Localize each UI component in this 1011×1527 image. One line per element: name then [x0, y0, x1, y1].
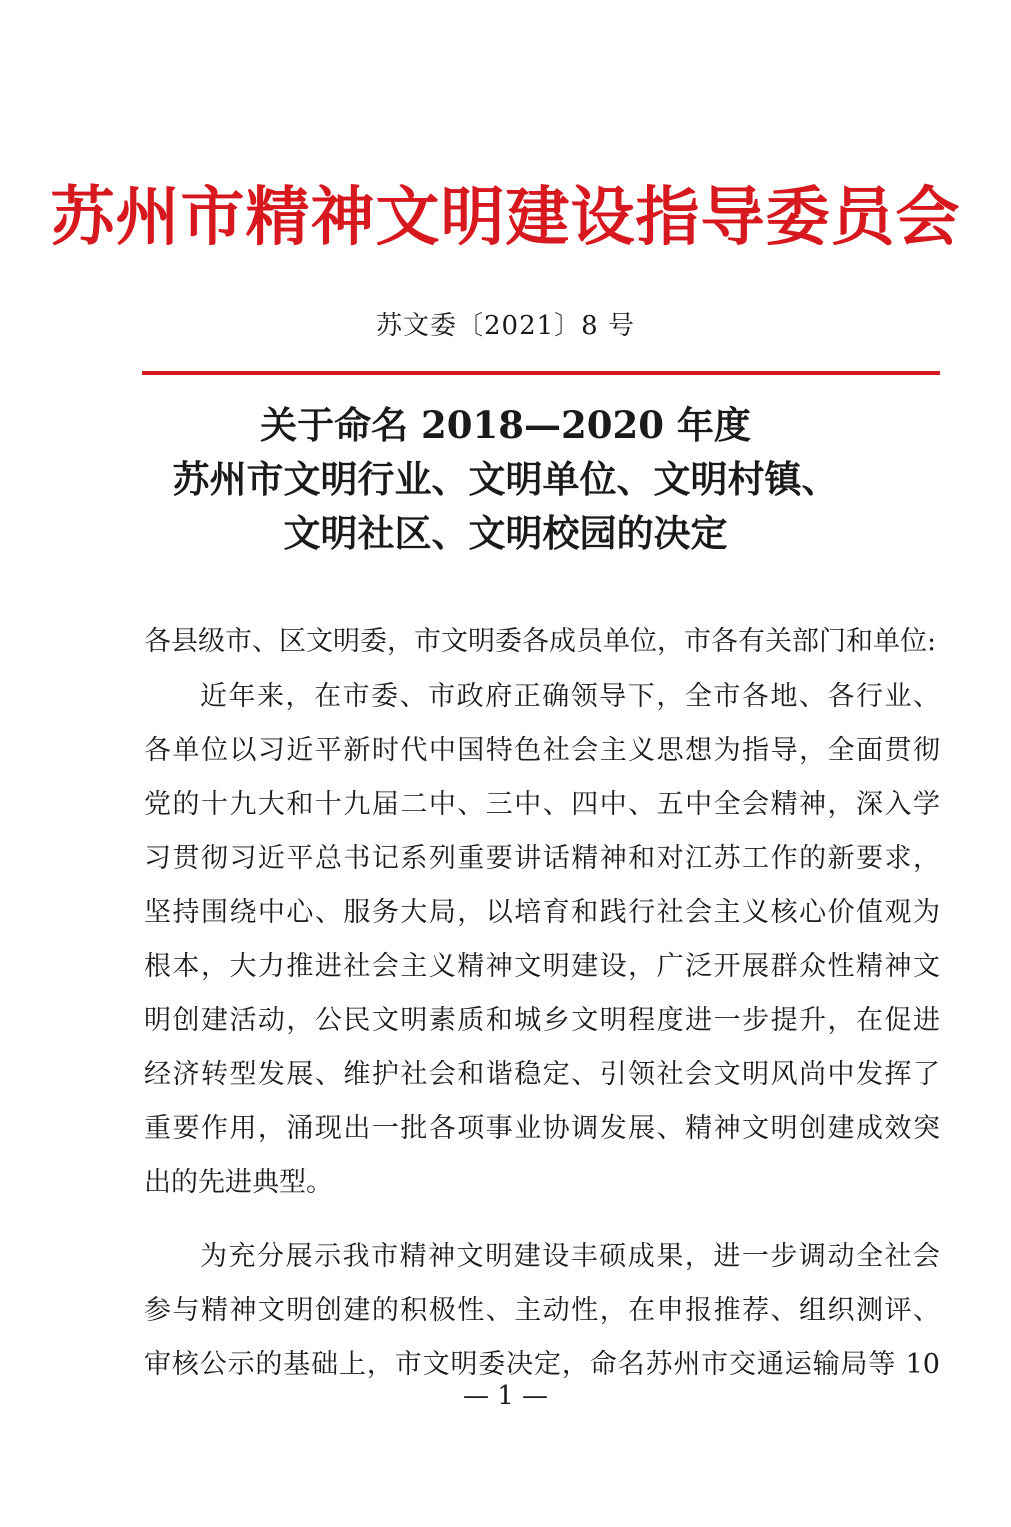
title-line: 关于命名 2018—2020 年度	[260, 403, 751, 447]
salutation: 各县级市、区文明委，市文明委各成员单位，市各有关部门和单位:	[144, 626, 937, 657]
body-line: 审核公示的基础上，市文明委决定，命名苏州市交通运输局等 10	[144, 1349, 940, 1380]
document-number: 苏文委〔2021〕8 号	[376, 311, 635, 341]
body-line: 习贯彻习近平总书记系列重要讲话精神和对江苏工作的新要求，	[144, 843, 940, 874]
red-separator-line	[142, 371, 940, 375]
issuer-masthead: 苏州市精神文明建设指导委员会	[50, 180, 961, 255]
document-title	[0, 398, 1011, 560]
body-line: 各单位以习近平新时代中国特色社会主义思想为指导，全面贯彻	[144, 735, 940, 766]
body-line: 明创建活动，公民文明素质和城乡文明程度进一步提升，在促进	[144, 1005, 940, 1036]
body-line: 近年来，在市委、市政府正确领导下，全市各地、各行业、	[200, 681, 940, 712]
body-line: 党的十九大和十九届二中、三中、四中、五中全会精神，深入学	[144, 789, 940, 820]
body-line: 根本，大力推进社会主义精神文明建设，广泛开展群众性精神文	[144, 951, 940, 982]
paragraph-gap	[144, 1210, 940, 1230]
document-body	[144, 670, 940, 1392]
title-line: 苏州市文明行业、文明单位、文明村镇、	[172, 457, 839, 501]
body-line: 坚持围绕中心、服务大局，以培育和践行社会主义核心价值观为	[144, 897, 940, 928]
body-line: 出的先进典型。	[144, 1167, 333, 1198]
page-number: — 1 —	[462, 1381, 549, 1411]
body-line: 重要作用，涌现出一批各项事业协调发展、精神文明创建成效突	[144, 1113, 940, 1144]
body-line: 经济转型发展、维护社会和谐稳定、引领社会文明风尚中发挥了	[144, 1059, 940, 1090]
body-line: 参与精神文明创建的积极性、主动性，在申报推荐、组织测评、	[144, 1295, 940, 1326]
body-line: 为充分展示我市精神文明建设丰硕成果，进一步调动全社会	[200, 1241, 940, 1272]
title-line: 文明社区、文明校园的决定	[283, 511, 728, 555]
